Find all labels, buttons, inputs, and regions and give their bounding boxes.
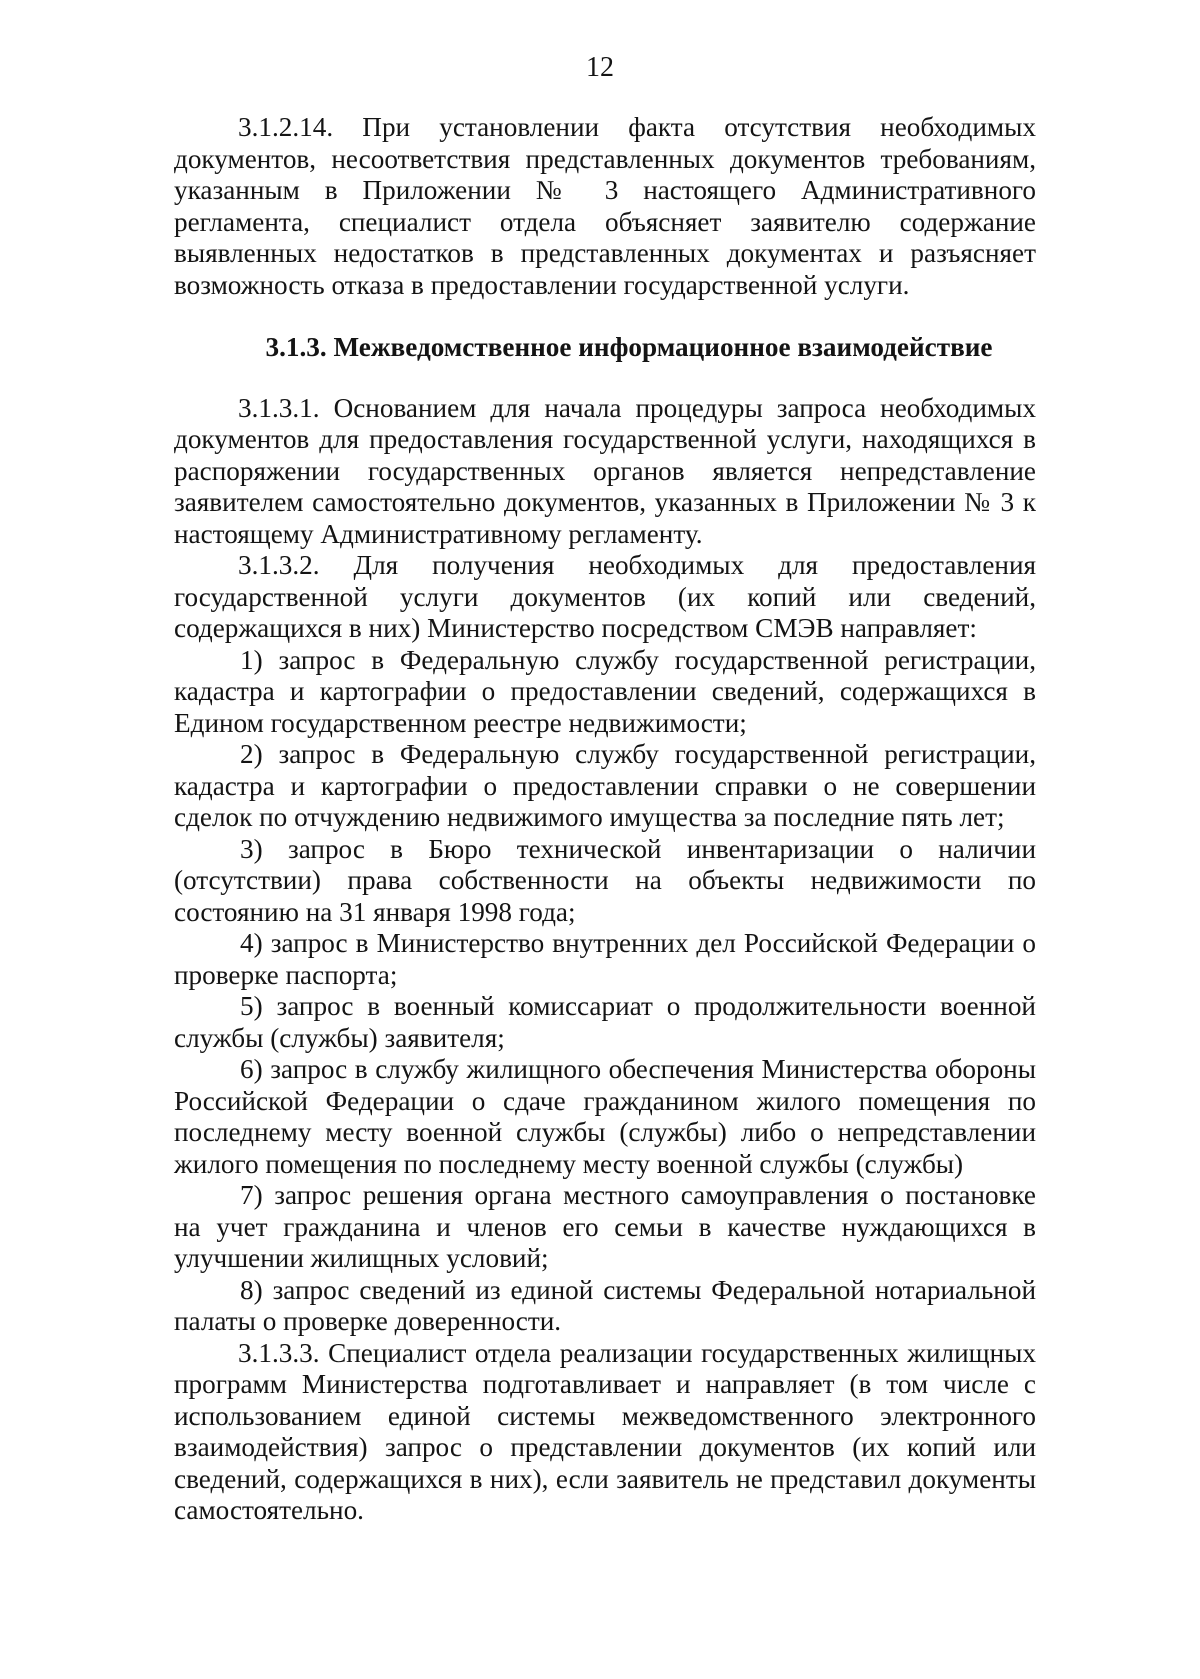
page-number: 12: [586, 52, 614, 83]
list-item: 6) запрос в службу жилищного обеспечения Министерства обороны Российской Федерации о сдаче гражданином жилого помещения по последнему месту военной службы (службы) либо о непредставлении жилого помещения по последнему месту военной службы (службы): [174, 1054, 1036, 1179]
list-item: 8) запрос сведений из единой системы Федеральной нотариальной палаты о проверке доверенности.: [174, 1274, 1036, 1336]
paragraph-3-1-2-14: 3.1.2.14. При установлении факта отсутствия необходимых документов, несоответствия представленных документов требованиям, указанным в Приложении № 3 настоящего Административного регламента, специалист отдела объясняет заявителю содержание выявленных недостатков в представленных документах и разъясняет возможность отказа в предоставлении государственной услуги.: [174, 112, 1036, 300]
list-item: 1) запрос в Федеральную службу государственной регистрации, кадастра и картографии о предоставлении сведений, содержащихся в Едином государственном реестре недвижимости;: [174, 644, 1036, 738]
list-item: 3) запрос в Бюро технической инвентаризации о наличии (отсутствии) права собственности на объекты недвижимости по состоянию на 31 января 1998 года;: [174, 833, 1036, 927]
list-item: 5) запрос в военный комиссариат о продолжительности военной службы (службы) заявителя;: [174, 991, 1036, 1053]
section-heading: 3.1.3. Межведомственное информационное взаимодействие: [265, 332, 993, 362]
list-item: 7) запрос решения органа местного самоуправления о постановке на учет гражданина и членов его семьи в качестве нуждающихся в улучшении жилищных условий;: [174, 1180, 1036, 1273]
list-item: 2) запрос в Федеральную службу государственной регистрации, кадастра и картографии о предоставлении справки о не совершении сделок по отчуждению недвижимого имущества за последние пять лет;: [174, 739, 1036, 832]
paragraph-3-1-3-3: 3.1.3.3. Специалист отдела реализации государственных жилищных программ Министерства подготавливает и направляет (в том числе с использованием единой системы межведомственного электронного взаимодействия) запрос о представлении документов (их копий или сведений, содержащихся в них), если заявитель не представил документы самостоятельно.: [174, 1337, 1036, 1525]
paragraph-3-1-3-1: 3.1.3.1. Основанием для начала процедуры запроса необходимых документов для предоставления государственной услуги, находящихся в распоряжении государственных органов является непредставление заявителем самостоятельно документов, указанных в Приложении № 3 к настоящему Административному регламенту.: [174, 392, 1036, 549]
paragraph-3-1-3-2: 3.1.3.2. Для получения необходимых для предоставления государственной услуги документов (их копий или сведений, содержащихся в них) Министерство посредством СМЭВ направляет:: [174, 550, 1036, 643]
list-item: 4) запрос в Министерство внутренних дел Российской Федерации о проверке паспорта;: [174, 928, 1036, 990]
document-body: [174, 112, 1036, 1527]
